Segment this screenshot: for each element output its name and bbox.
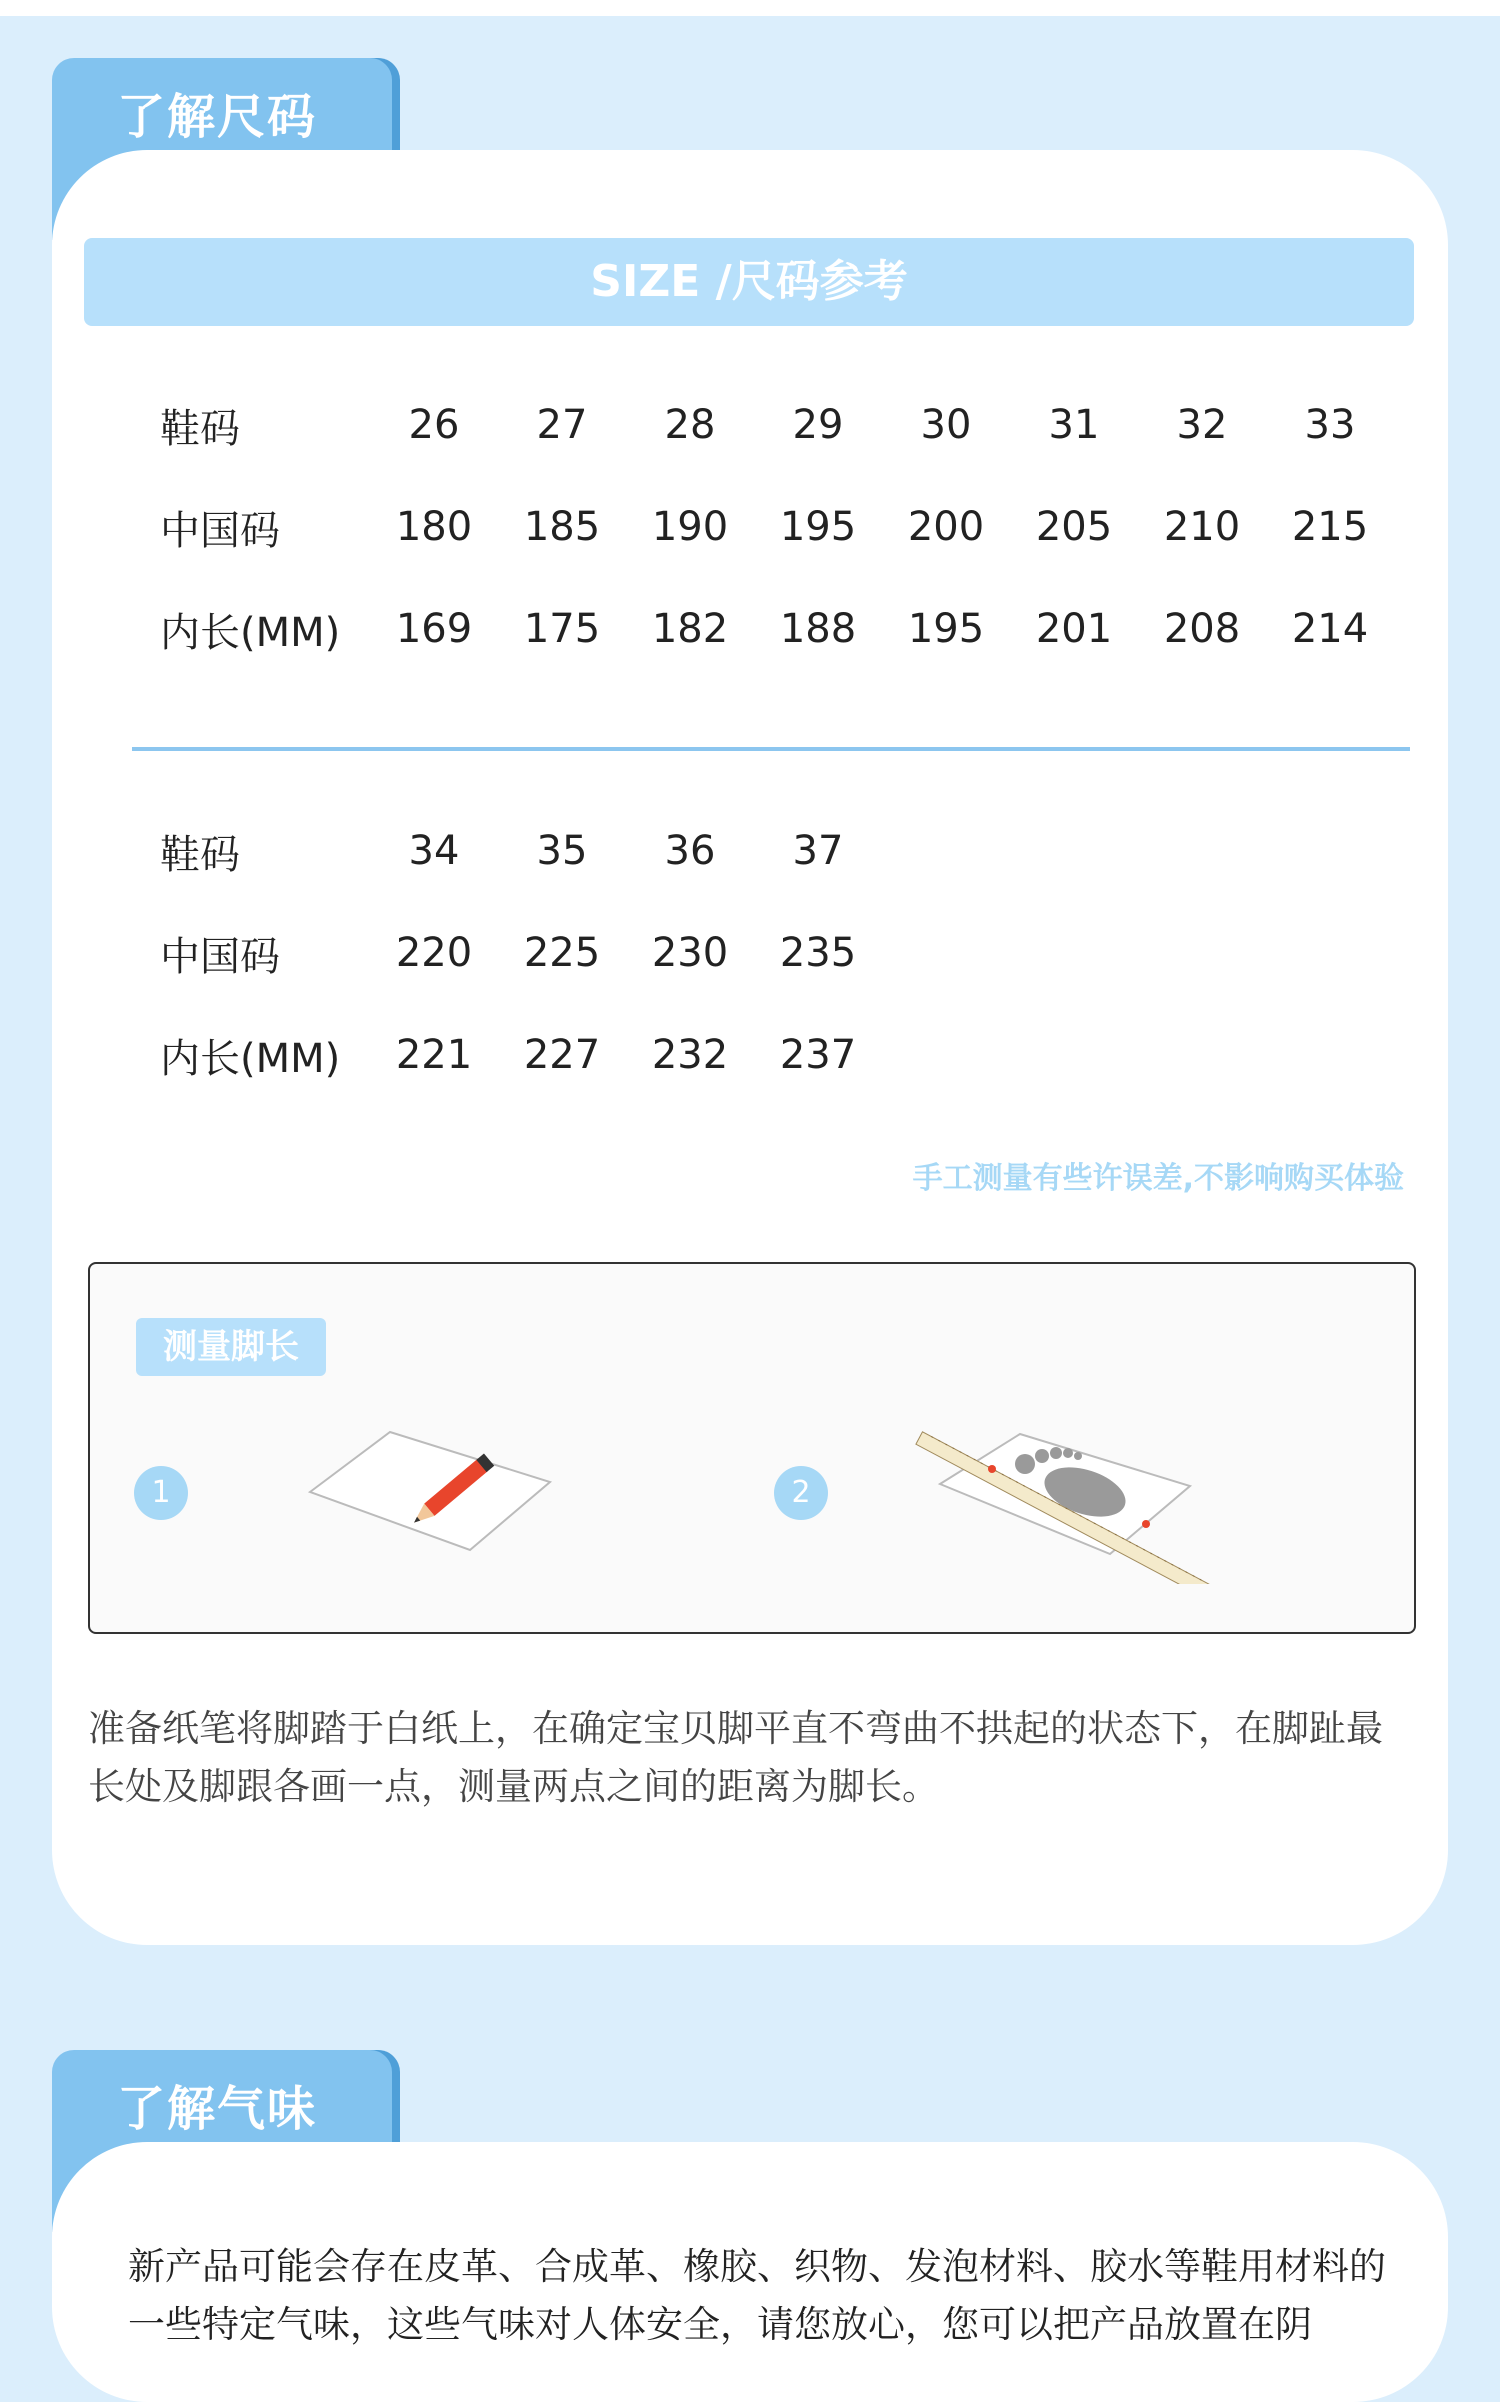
size-cell: 237 bbox=[779, 1032, 857, 1078]
size-row-label: 鞋码 bbox=[160, 831, 240, 878]
size-cell: 182 bbox=[651, 606, 729, 652]
size-cell: 221 bbox=[395, 1032, 473, 1078]
size-cell: 37 bbox=[792, 828, 844, 874]
foot-ruler-icon bbox=[910, 1424, 1210, 1584]
smell-section-title: 了解气味 bbox=[117, 2081, 318, 2137]
size-cell: 220 bbox=[395, 930, 473, 976]
measure-panel bbox=[88, 1262, 1416, 1634]
size-section-title: 了解尺码 bbox=[117, 89, 318, 145]
size-section-tab bbox=[52, 58, 392, 158]
size-cell: 210 bbox=[1163, 504, 1241, 550]
size-cell: 230 bbox=[651, 930, 729, 976]
size-row bbox=[160, 1004, 882, 1106]
size-cell: 180 bbox=[395, 504, 473, 550]
table-divider bbox=[132, 747, 1410, 751]
size-table-2 bbox=[160, 800, 882, 1106]
size-cell: 195 bbox=[779, 504, 857, 550]
size-row-label: 鞋码 bbox=[160, 405, 240, 452]
size-row bbox=[160, 476, 1394, 578]
top-strip bbox=[0, 0, 1500, 16]
size-table-1 bbox=[160, 374, 1394, 680]
size-cell: 35 bbox=[536, 828, 588, 874]
measure-description: 准备纸笔将脚踏于白纸上，在确定宝贝脚平直不弯曲不拱起的状态下，在脚趾最长处及脚跟各画一点，测量两点之间的距离为脚长。 bbox=[88, 1707, 1383, 1808]
measurement-note: 手工测量有些许误差,不影响购买体验 bbox=[912, 1161, 1404, 1196]
size-cell: 201 bbox=[1035, 606, 1113, 652]
size-cell: 232 bbox=[651, 1032, 729, 1078]
size-cell: 190 bbox=[651, 504, 729, 550]
size-row-label: 内长(MM) bbox=[160, 609, 341, 656]
size-row-label: 中国码 bbox=[160, 507, 280, 554]
paper-pencil-icon bbox=[300, 1424, 560, 1564]
smell-section-tab bbox=[52, 2050, 392, 2150]
size-cell: 32 bbox=[1176, 402, 1228, 448]
size-row bbox=[160, 902, 882, 1004]
size-cell: 225 bbox=[523, 930, 601, 976]
size-cell: 28 bbox=[664, 402, 716, 448]
size-cell: 169 bbox=[395, 606, 473, 652]
size-cell: 34 bbox=[408, 828, 460, 874]
size-cell: 175 bbox=[523, 606, 601, 652]
size-cell: 29 bbox=[792, 402, 844, 448]
size-row-label: 内长(MM) bbox=[160, 1035, 341, 1082]
smell-description: 新产品可能会存在皮革、合成革、橡胶、织物、发泡材料、胶水等鞋用材料的一些特定气味，这些气味对人体安全，请您放心，您可以把产品放置在阴 bbox=[128, 2245, 1386, 2346]
size-cell: 27 bbox=[536, 402, 588, 448]
size-row bbox=[160, 578, 1394, 680]
size-row-label: 中国码 bbox=[160, 933, 280, 980]
size-cell: 33 bbox=[1304, 402, 1356, 448]
measure-tag: 测量脚长 bbox=[136, 1318, 326, 1376]
size-cell: 205 bbox=[1035, 504, 1113, 550]
size-cell: 36 bbox=[664, 828, 716, 874]
size-cell: 215 bbox=[1291, 504, 1369, 550]
size-cell: 185 bbox=[523, 504, 601, 550]
size-cell: 30 bbox=[920, 402, 972, 448]
size-cell: 214 bbox=[1291, 606, 1369, 652]
size-banner: SIZE /尺码参考 bbox=[84, 238, 1414, 326]
size-row bbox=[160, 800, 882, 902]
size-cell: 200 bbox=[907, 504, 985, 550]
size-row bbox=[160, 374, 1394, 476]
size-cell: 227 bbox=[523, 1032, 601, 1078]
size-cell: 26 bbox=[408, 402, 460, 448]
size-cell: 188 bbox=[779, 606, 857, 652]
step-2-badge: 2 bbox=[774, 1466, 828, 1520]
size-cell: 31 bbox=[1048, 402, 1100, 448]
size-cell: 208 bbox=[1163, 606, 1241, 652]
size-cell: 235 bbox=[779, 930, 857, 976]
size-cell: 195 bbox=[907, 606, 985, 652]
step-1-badge: 1 bbox=[134, 1466, 188, 1520]
